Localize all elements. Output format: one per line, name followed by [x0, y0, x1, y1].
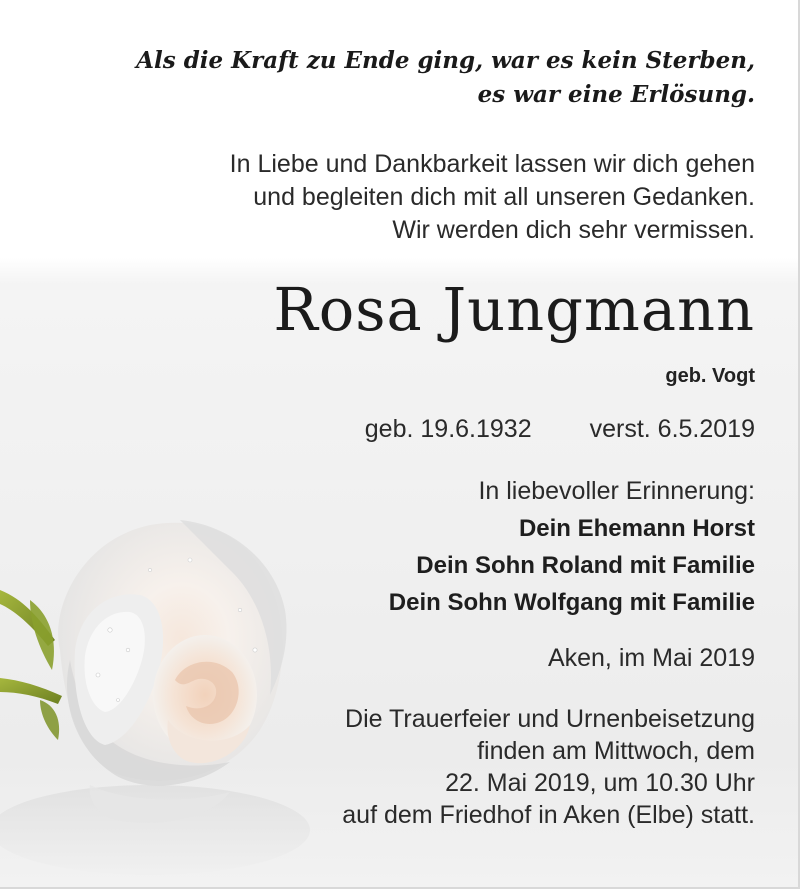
- intro-line: In Liebe und Dankbarkeit lassen wir dich gehen: [229, 150, 755, 178]
- intro-line: und begleiten dich mit all unseren Gedanken.: [253, 183, 755, 211]
- funeral-info: [342, 703, 755, 831]
- birth-date: geb. 19.6.1932: [364, 415, 532, 443]
- intro-line: Wir werden dich sehr vermissen.: [392, 216, 755, 244]
- motto-line: es war eine Erlösung.: [477, 81, 755, 108]
- life-dates: [365, 412, 755, 446]
- mourner-item: Dein Ehemann Horst: [518, 515, 755, 542]
- motto-verse: [136, 44, 755, 112]
- death-date: verst. 6.5.2019: [589, 415, 755, 443]
- mourner-item: Dein Sohn Roland mit Familie: [416, 552, 755, 579]
- motto-line: Als die Kraft zu Ende ging, war es kein Sterben,: [136, 47, 755, 74]
- mourners-list: [389, 473, 755, 621]
- place-date: Aken, im Mai 2019: [547, 644, 755, 672]
- white-rose-icon: [0, 500, 330, 889]
- funeral-line: Die Trauerfeier und Urnenbeisetzung: [345, 705, 755, 733]
- funeral-line: auf dem Friedhof in Aken (Elbe) statt.: [342, 801, 755, 829]
- funeral-line: finden am Mittwoch, dem: [477, 737, 755, 765]
- mourner-item: Dein Sohn Wolfgang mit Familie: [388, 589, 755, 616]
- funeral-line: 22. Mai 2019, um 10.30 Uhr: [445, 769, 755, 797]
- intro-text: [230, 148, 755, 247]
- maiden-name: geb. Vogt: [665, 365, 755, 387]
- deceased-name: Rosa Jungmann: [273, 275, 755, 344]
- mourners-intro: In liebevoller Erinnerung:: [478, 477, 755, 505]
